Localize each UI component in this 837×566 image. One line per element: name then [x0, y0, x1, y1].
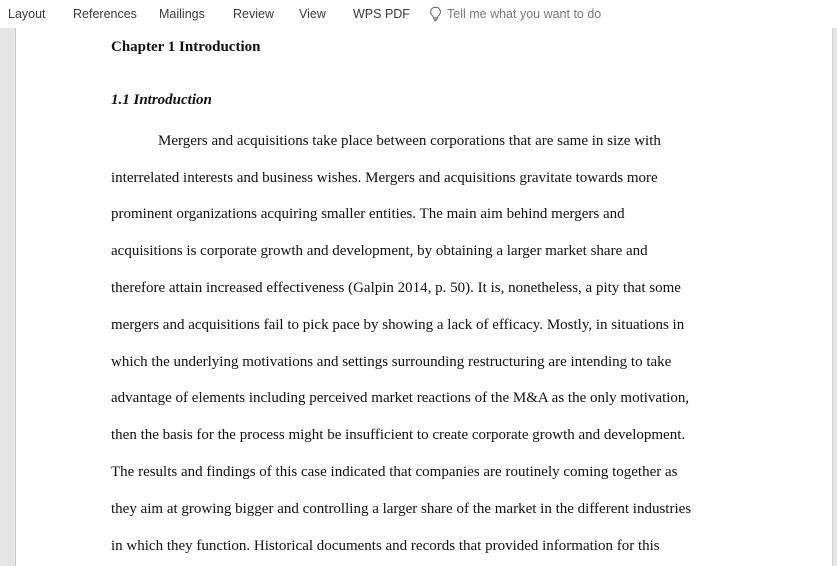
- section-heading: 1.1 Introduction: [111, 92, 212, 108]
- chapter-heading: Chapter 1 Introduction: [111, 39, 261, 55]
- paragraph-line: therefore attain increased effectiveness (Galpin 2014, p. 50). It is, nonetheless, a pity that some: [111, 280, 681, 296]
- document-page[interactable]: [15, 28, 833, 566]
- paragraph-line: in which they function. Historical documents and records that provided information for this: [111, 538, 660, 554]
- paragraph-line: interrelated interests and business wishes. Mergers and acquisitions gravitate towards more: [111, 170, 658, 186]
- paragraph-line: acquisitions is corporate growth and development, by obtaining a larger market share and: [111, 243, 648, 259]
- tab-layout[interactable]: Layout: [8, 7, 46, 21]
- tab-view[interactable]: View: [299, 7, 326, 21]
- paragraph-line: then the basis for the process might be insufficient to create corporate growth and development.: [111, 427, 686, 443]
- tab-review[interactable]: Review: [233, 7, 274, 21]
- tab-wps-pdf[interactable]: WPS PDF: [353, 7, 410, 21]
- tab-references[interactable]: References: [73, 7, 137, 21]
- paragraph-line: which the underlying motivations and settings surrounding restructuring are intending to take: [111, 354, 672, 370]
- paragraph-line: mergers and acquisitions fail to pick pace by showing a lack of efficacy. Mostly, in situations in: [111, 317, 685, 333]
- ribbon-tab-bar: [0, 0, 837, 28]
- paragraph-line: prominent organizations acquiring smaller entities. The main aim behind mergers and: [111, 206, 625, 222]
- paragraph-line: Mergers and acquisitions take place between corporations that are same in size with: [158, 133, 661, 149]
- tell-me-search[interactable]: [429, 6, 601, 22]
- tell-me-placeholder: Tell me what you want to do: [447, 7, 602, 21]
- paragraph-line: advantage of elements including perceived market reactions of the M&A as the only motivation,: [111, 390, 690, 406]
- lightbulb-icon: [429, 6, 442, 22]
- paragraph-line: they aim at growing bigger and controlling a larger share of the market in the different industries: [111, 501, 692, 517]
- tab-mailings[interactable]: Mailings: [159, 7, 205, 21]
- paragraph-line: The results and findings of this case indicated that companies are routinely coming together as: [111, 464, 678, 480]
